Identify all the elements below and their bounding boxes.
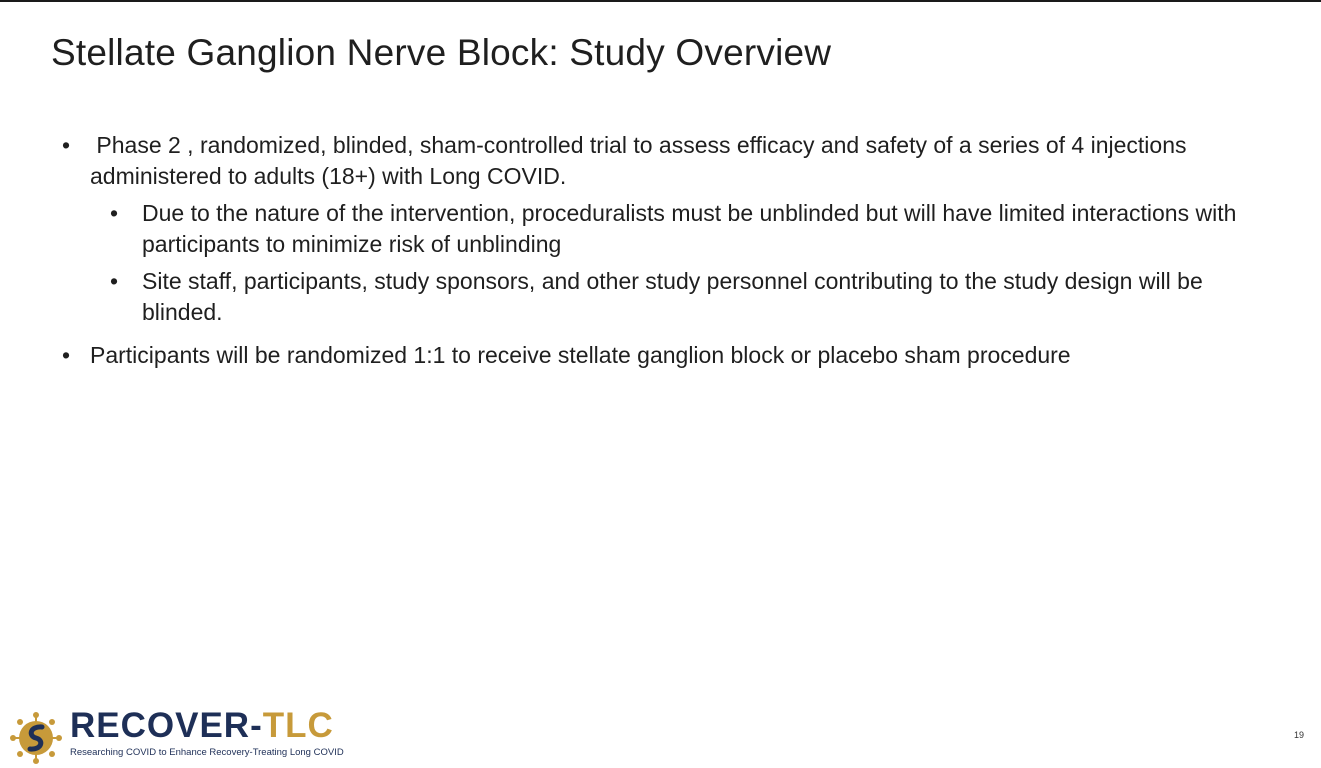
slide-title: Stellate Ganglion Nerve Block: Study Overview bbox=[51, 32, 832, 73]
bullet-text: Participants will be randomized 1:1 to receive stellate ganglion block or placebo sham procedure bbox=[90, 342, 1071, 368]
brand-name-part2: TLC bbox=[262, 706, 334, 745]
bullet-list bbox=[62, 130, 1262, 377]
top-divider bbox=[0, 0, 1321, 2]
recover-tlc-logo bbox=[8, 706, 344, 764]
virus-logo-icon bbox=[8, 710, 64, 766]
brand-tagline: Researching COVID to Enhance Recovery-Treating Long COVID bbox=[70, 747, 344, 758]
sub-bullet-item bbox=[62, 266, 1262, 328]
page-number: 19 bbox=[1293, 730, 1304, 740]
brand-name bbox=[70, 706, 334, 746]
bullet-marker: • bbox=[62, 342, 71, 368]
bullet-marker: • bbox=[110, 200, 119, 226]
bullet-item bbox=[62, 340, 1262, 371]
bullet-text: Phase 2 , randomized, blinded, sham-controlled trial to assess efficacy and safety of a series of 4 injections administered to adults (18+) with Long COVID. bbox=[90, 132, 1193, 189]
sub-bullet-text: Site staff, participants, study sponsors, and other study personnel contributing to the study design will be blinded. bbox=[142, 268, 1203, 325]
bullet-marker: • bbox=[110, 268, 119, 294]
sub-bullet-item bbox=[62, 198, 1262, 260]
sub-bullet-text: Due to the nature of the intervention, proceduralists must be unblinded but will have limited interactions with participants to minimize risk of unblinding bbox=[142, 200, 1237, 257]
brand-name-part1: RECOVER- bbox=[70, 706, 263, 745]
bullet-marker: • bbox=[62, 132, 71, 158]
bullet-item bbox=[62, 130, 1262, 192]
